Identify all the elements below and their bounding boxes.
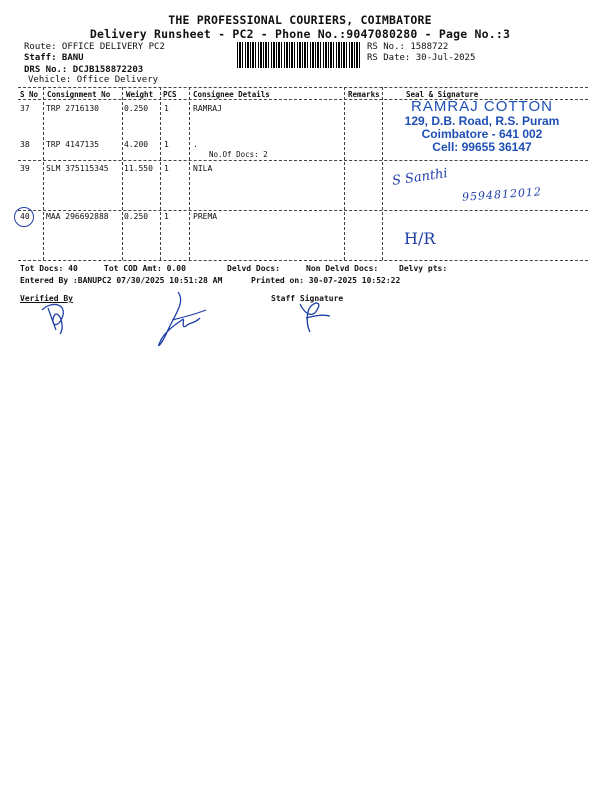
row-sno: 40: [20, 212, 30, 221]
row-divider: [18, 210, 588, 211]
rs-date: RS Date: 30-Jul-2025: [367, 53, 476, 63]
delivered-docs: Delvd Docs:: [227, 264, 280, 273]
table-bottom-border: [18, 260, 588, 261]
company-title: THE PROFESSIONAL COURIERS, COIMBATORE: [168, 13, 432, 27]
entered-by: Entered By :BANUPC2 07/30/2025 10:51:28 AM: [20, 276, 223, 285]
non-delivered-docs: Non Delvd Docs:: [306, 264, 379, 273]
row-sno: 39: [20, 164, 30, 173]
handwritten-receiver-phone: 9594812012: [461, 185, 543, 204]
col-header-weight: Weight: [126, 90, 154, 99]
row-weight: 4.200: [124, 140, 149, 149]
row-weight: 11.550: [124, 164, 153, 173]
vehicle-text: Vehicle: Office Delivery: [28, 75, 159, 85]
total-cod-amount: Tot COD Amt: 0.00: [104, 264, 186, 273]
row-divider: [18, 160, 588, 161]
table-top-border: [18, 87, 588, 88]
column-divider: [382, 87, 383, 260]
stamp-phone: Cell: 99655 36147: [432, 140, 532, 154]
total-docs: Tot Docs: 40: [20, 264, 78, 273]
row-sno: 37: [20, 104, 30, 113]
delivery-points: Delvy pts:: [399, 264, 448, 273]
column-divider: [344, 87, 345, 260]
barcode-image: [237, 42, 361, 68]
row-weight: 0.250: [124, 212, 149, 221]
staff-signature-image: [296, 298, 336, 334]
stamp-city: Coimbatore - 641 002: [421, 127, 543, 141]
stamp-company: RAMRAJ COTTON: [411, 98, 553, 115]
row-consignee: RAMRAJ: [193, 104, 222, 113]
col-header-consignment: Consignment No: [47, 90, 111, 99]
stamp-address: 129, D.B. Road, R.S. Puram: [404, 114, 560, 128]
printed-on: Printed on: 30-07-2025 10:52:22: [251, 276, 401, 285]
verifier-signature-image: [38, 296, 78, 336]
route-text: Route: OFFICE DELIVERY PC2: [24, 42, 165, 52]
col-header-pcs: PCS: [163, 90, 177, 99]
drs-number: DRS No.: DCJB158872203: [24, 65, 144, 75]
handwritten-receiver-name: S Santhi: [391, 166, 449, 189]
row-weight: 0.250: [124, 104, 149, 113]
row-sno: 38: [20, 140, 30, 149]
row-consignment: MAA 296692888: [46, 212, 109, 221]
handwritten-signature-image: [150, 290, 210, 352]
runsheet-subtitle: Delivery Runsheet - PC2 - Phone No.:9047080280 - Page No.:3: [89, 27, 511, 41]
column-divider: [160, 87, 161, 260]
row-doc-count-note: No.Of Docs: 2: [209, 150, 268, 159]
row-pcs: 1: [164, 140, 169, 149]
column-divider: [122, 87, 123, 260]
col-header-seal-signature: Seal & Signature: [406, 90, 479, 99]
row-consignee: NILA: [193, 164, 213, 173]
row-pcs: 1: [164, 212, 169, 221]
staff-signature-label: Staff Signature: [271, 294, 344, 303]
col-header-consignee: Consignee Details: [193, 90, 270, 99]
col-header-sno: S No: [20, 90, 39, 99]
row-pcs: 1: [164, 164, 169, 173]
verified-by-label: Verified By: [20, 294, 73, 303]
column-divider: [189, 87, 190, 260]
staff-text: Staff: BANU: [24, 53, 84, 63]
row-consignment: SLM 375115345: [46, 164, 109, 173]
handwritten-remark: H/R: [404, 229, 436, 248]
col-header-remarks: Remarks: [348, 90, 380, 99]
row-consignee: .: [193, 140, 198, 149]
row-consignment: TRP 2716130: [46, 104, 99, 113]
row-pcs: 1: [164, 104, 169, 113]
row-consignment: TRP 4147135: [46, 140, 99, 149]
rs-number: RS No.: 1588722: [367, 42, 449, 52]
seal-stamp: [392, 98, 572, 154]
row-consignee: PREMA: [193, 212, 218, 221]
column-divider: [43, 87, 44, 260]
